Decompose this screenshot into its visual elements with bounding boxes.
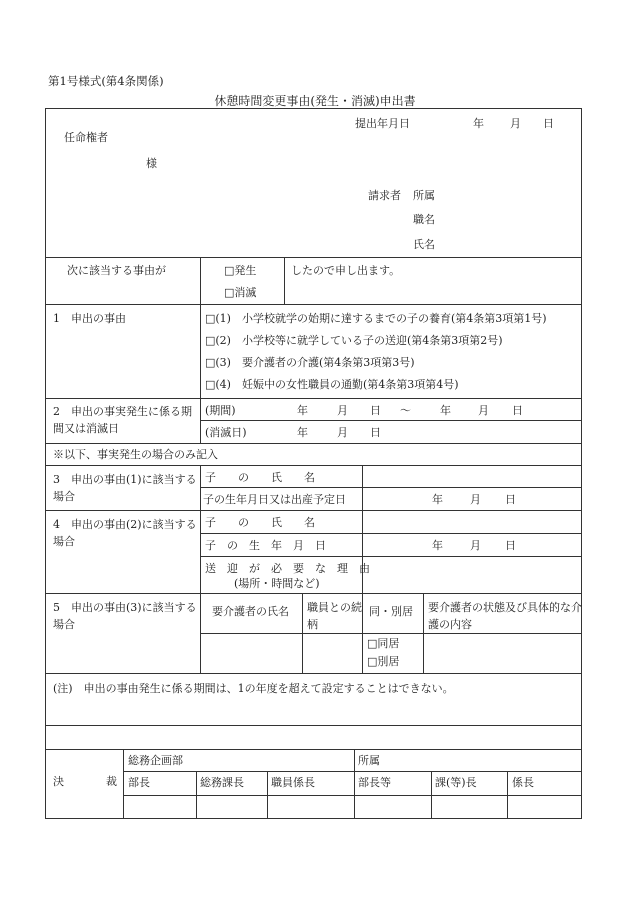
section3-label: 3 申出の事由(1)に該当する場合 xyxy=(53,473,197,504)
period-notice: (注) 申出の事由発生に係る期間は、1の年度を超えて設定することはできない。 xyxy=(53,682,454,695)
rule xyxy=(200,257,201,304)
position-label: 職名 xyxy=(413,213,435,226)
reason-item-4[interactable]: □(4) 妊娠中の女性職員の通勤(第4条第3項第4号) xyxy=(205,378,459,391)
date-month: 月 xyxy=(510,117,521,130)
rule xyxy=(45,443,582,444)
role-department-head: 部長等 xyxy=(358,776,391,789)
affiliation-dept: 所属 xyxy=(358,754,380,767)
reason-item-1[interactable]: □(1) 小学校就学の始期に達するまでの子の養育(第4条第3項第1号) xyxy=(205,312,547,325)
name-label: 氏名 xyxy=(413,238,435,251)
rule xyxy=(45,725,582,726)
rule xyxy=(200,533,582,534)
form-number: 第1号様式(第4条関係) xyxy=(48,74,164,88)
role-staff-chief: 職員係長 xyxy=(271,776,315,789)
s4-birth-year: 年 xyxy=(432,539,443,552)
rule xyxy=(45,398,582,399)
extinction-month: 月 xyxy=(337,426,348,439)
period-label: (期間) xyxy=(205,404,236,417)
extinction-year: 年 xyxy=(297,426,308,439)
form-title: 休憩時間変更事由(発生・消滅)申出書 xyxy=(214,94,416,108)
rule xyxy=(200,556,582,557)
rule xyxy=(200,633,582,634)
rule xyxy=(200,420,582,421)
rule xyxy=(45,257,582,258)
s5-name-header: 要介護者の氏名 xyxy=(212,605,289,618)
general-planning-dept: 総務企画部 xyxy=(128,754,183,767)
rule xyxy=(45,304,582,305)
s4-escort-reason-label: 送 迎 が 必 要 な 理 由 xyxy=(205,562,370,575)
rule xyxy=(45,465,582,466)
extinction-checkbox[interactable]: □消滅 xyxy=(224,286,257,299)
s4-child-name-label: 子 の 氏 名 xyxy=(205,516,315,529)
reason-item-3[interactable]: □(3) 要介護者の介護(第4条第3項第3号) xyxy=(205,356,415,369)
s3-birth-month: 月 xyxy=(470,493,481,506)
s3-child-name-label: 子 の 氏 名 xyxy=(205,471,315,484)
period-end-day: 日 xyxy=(512,404,523,417)
s4-birth-day: 日 xyxy=(505,539,516,552)
s4-escort-reason-sub: (場所・時間など) xyxy=(234,577,320,590)
honorific: 様 xyxy=(146,157,157,170)
occurrence-checkbox[interactable]: □発生 xyxy=(224,264,257,277)
period-start-day: 日 xyxy=(370,404,381,417)
role-section-manager: 課(等)長 xyxy=(435,776,477,789)
s4-child-birth-label: 子 の 生 年 月 日 xyxy=(205,539,326,552)
section4-label: 4 申出の事由(2)に該当する場合 xyxy=(53,518,197,549)
rule xyxy=(354,749,355,819)
s4-birth-month: 月 xyxy=(470,539,481,552)
rule xyxy=(423,593,424,673)
period-start-month: 月 xyxy=(337,404,348,417)
rule xyxy=(302,593,303,673)
cohabiting-checkbox[interactable]: □同居 xyxy=(367,637,400,650)
extinction-date-label: (消滅日) xyxy=(205,426,247,439)
approval-label-left: 決 xyxy=(53,775,64,788)
role-subsection-chief: 係長 xyxy=(512,776,534,789)
section2-label: 2 申出の事実発生に係る期間又は消滅日 xyxy=(53,405,192,436)
rule xyxy=(123,795,582,796)
extinction-day: 日 xyxy=(370,426,381,439)
period-end-year: 年 xyxy=(440,404,451,417)
affiliation-label: 所属 xyxy=(413,189,435,202)
requester-label: 請求者 xyxy=(368,189,401,202)
rule xyxy=(45,673,582,674)
rule xyxy=(284,257,285,304)
reason-item-2[interactable]: □(2) 小学校等に就学している子の送迎(第4条第3項第2号) xyxy=(205,334,503,347)
s5-relation-header: 職員との続柄 xyxy=(307,601,362,632)
s5-state-header: 要介護者の状態及び具体的な介護の内容 xyxy=(428,601,582,632)
s3-birth-day: 日 xyxy=(505,493,516,506)
rule xyxy=(196,771,197,819)
role-general-affairs-manager: 総務課長 xyxy=(200,776,244,789)
separate-checkbox[interactable]: □別居 xyxy=(367,655,400,668)
rule xyxy=(200,465,201,673)
s5-living-header: 同・別居 xyxy=(369,605,413,618)
rule xyxy=(45,593,582,594)
rule xyxy=(267,771,268,819)
s3-child-birth-label: 子の生年月日又は出産予定日 xyxy=(203,493,346,506)
period-tilde: ～ xyxy=(400,404,411,417)
period-end-month: 月 xyxy=(478,404,489,417)
submission-date-label: 提出年月日 xyxy=(355,117,410,130)
rule xyxy=(507,771,508,819)
form-frame xyxy=(45,108,582,819)
rule xyxy=(45,510,582,511)
reason-suffix: したので申し出ます。 xyxy=(291,264,401,277)
occurrence-only-note: ※以下、事実発生の場合のみ記入 xyxy=(53,448,218,461)
section1-label: 1 申出の事由 xyxy=(53,312,126,325)
section5-label: 5 申出の事由(3)に該当する場合 xyxy=(53,601,197,632)
addressee-label: 任命権者 xyxy=(64,131,108,144)
role-director: 部長 xyxy=(128,776,150,789)
reason-label: 次に該当する事由が xyxy=(67,264,166,277)
date-year: 年 xyxy=(473,117,484,130)
rule xyxy=(123,771,582,772)
approval-label-right: 裁 xyxy=(106,775,117,788)
rule xyxy=(45,749,582,750)
rule xyxy=(431,771,432,819)
period-start-year: 年 xyxy=(297,404,308,417)
rule xyxy=(200,487,582,488)
date-day: 日 xyxy=(543,117,554,130)
rule xyxy=(200,304,201,443)
rule xyxy=(123,749,124,819)
s3-birth-year: 年 xyxy=(432,493,443,506)
